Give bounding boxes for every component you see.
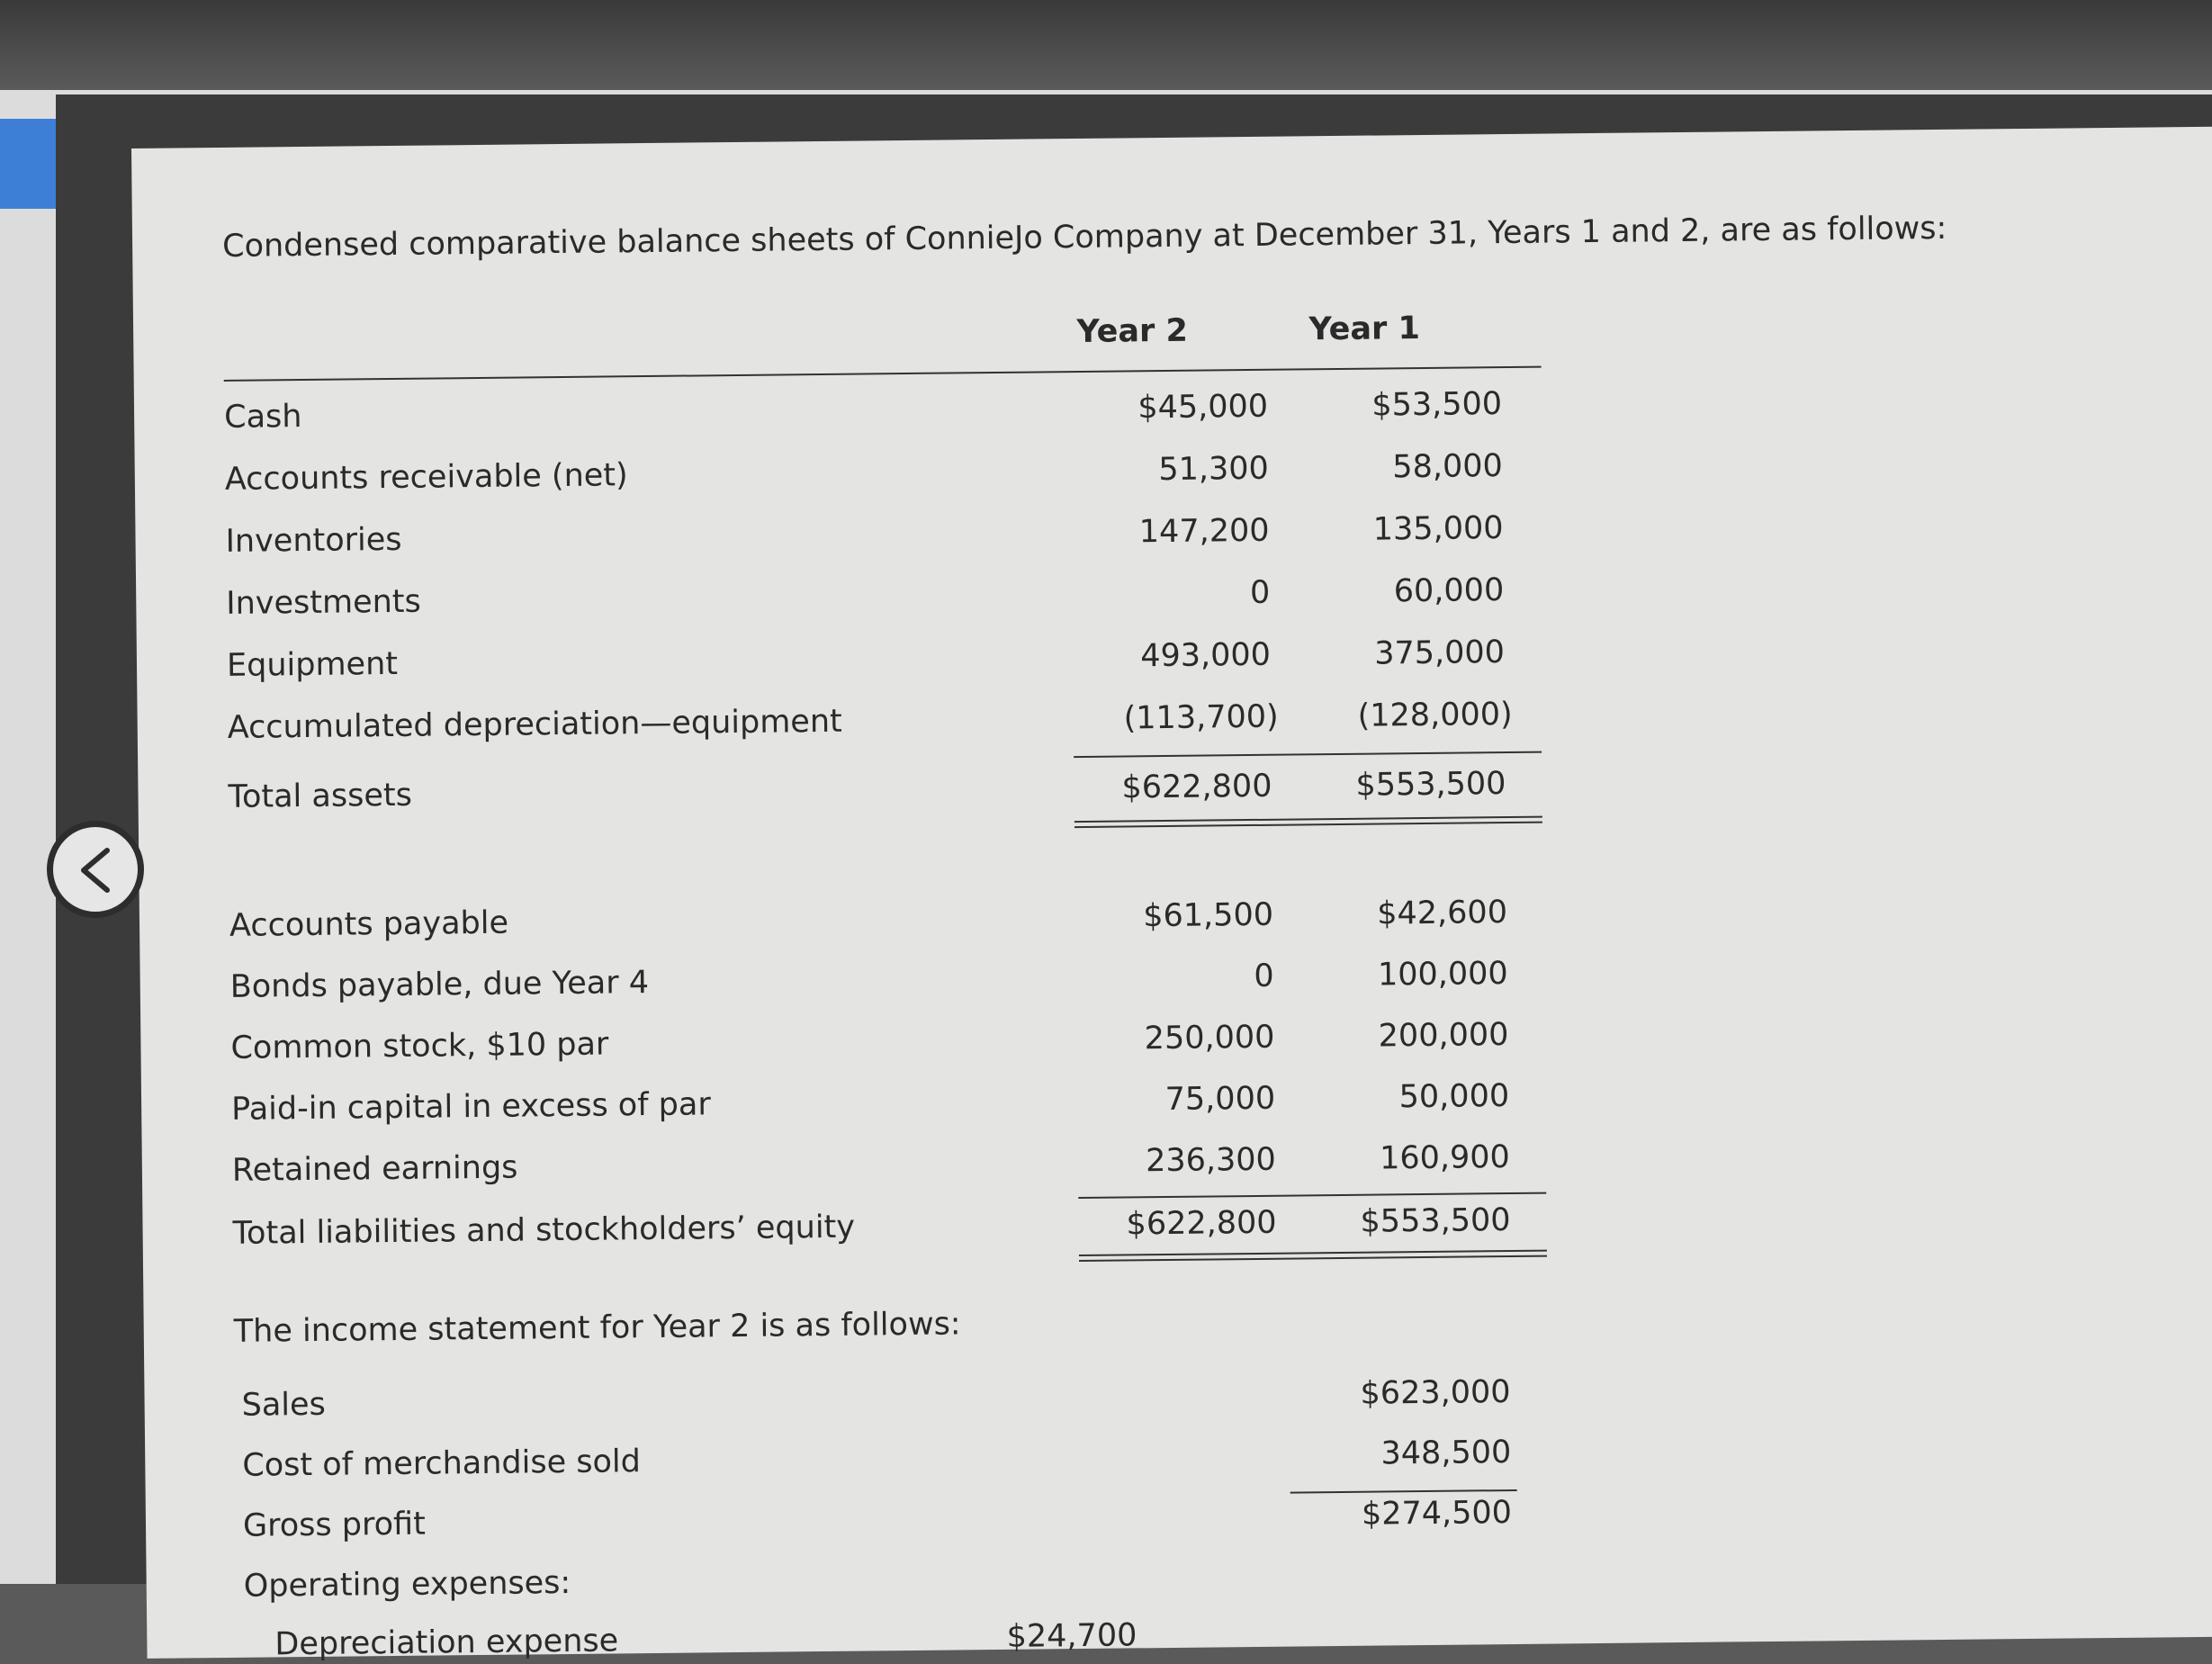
assets-total-double-rule [1075, 816, 1542, 828]
income-label-sales: Sales [241, 1386, 327, 1424]
cash-year2: $45,000 [1137, 388, 1269, 427]
accounts-receivable-year2: 51,300 [1158, 450, 1270, 489]
investments-year2: 0 [1249, 574, 1271, 612]
bonds-payable-year2: 0 [1254, 958, 1274, 994]
liabilities-subtotal-rule [1078, 1192, 1546, 1199]
accumulated-depreciation-year1: (128,000) [1357, 696, 1513, 734]
row-label-accounts-receivable: Accounts receivable (net) [224, 457, 628, 498]
liabilities-total-double-rule [1079, 1250, 1547, 1262]
bonds-payable-year1: 100,000 [1377, 956, 1508, 994]
retained-earnings-year1: 160,900 [1379, 1139, 1511, 1177]
common-stock-year1: 200,000 [1378, 1017, 1509, 1055]
income-label-gross-profit: Gross profit [242, 1506, 427, 1544]
row-label-common-stock: Common stock, $10 par [230, 1026, 609, 1066]
total-assets-year2: $622,800 [1121, 768, 1272, 806]
row-label-paid-in-capital: Paid-in capital in excess of par [230, 1086, 711, 1128]
equipment-year2: 493,000 [1140, 636, 1272, 675]
content-panel [56, 94, 2212, 1663]
assets-subtotal-rule [1074, 751, 1542, 758]
common-stock-year2: 250,000 [1144, 1019, 1275, 1057]
total-liabilities-equity-year2: $622,800 [1126, 1204, 1277, 1243]
paid-in-capital-year2: 75,000 [1164, 1080, 1276, 1119]
header-rule [224, 366, 1542, 382]
income-label-depreciation-expense: Depreciation expense [274, 1623, 619, 1663]
income-value-sales: $623,000 [1360, 1374, 1511, 1412]
inventories-year1: 135,000 [1372, 510, 1504, 548]
income-label-cost-of-merchandise: Cost of merchandise sold [242, 1444, 642, 1484]
row-label-cash: Cash [223, 399, 302, 436]
row-label-inventories: Inventories [225, 521, 402, 560]
intro-text: Condensed comparative balance sheets of ConnieJo Company at December 31, Years 1 and 2, are as follows: [221, 210, 1947, 265]
cash-year1: $53,500 [1371, 386, 1503, 424]
paid-in-capital-year1: 50,000 [1398, 1078, 1510, 1116]
chevron-left-icon [71, 845, 121, 895]
browser-top-bar [0, 0, 2212, 94]
income-value-gross-profit: $274,500 [1361, 1495, 1513, 1533]
row-label-accumulated-depreciation: Accumulated depreciation—equipment [227, 703, 842, 746]
gross-profit-rule [1290, 1489, 1517, 1494]
total-liabilities-equity-year1: $553,500 [1360, 1202, 1511, 1240]
retained-earnings-year2: 236,300 [1145, 1141, 1277, 1180]
row-label-bonds-payable: Bonds payable, due Year 4 [229, 965, 650, 1005]
row-label-accounts-payable: Accounts payable [229, 904, 509, 944]
col-header-year1: Year 1 [1308, 310, 1421, 348]
blue-side-tab[interactable] [0, 119, 61, 209]
row-label-total-assets: Total assets [228, 777, 413, 815]
accounts-payable-year1: $42,600 [1377, 895, 1508, 932]
income-label-operating-expenses: Operating expenses: [243, 1564, 571, 1605]
income-value-depreciation-expense: $24,700 [1006, 1617, 1137, 1655]
income-intro-text: The income statement for Year 2 is as follows: [233, 1306, 961, 1350]
col-header-year2: Year 2 [1076, 312, 1189, 351]
accounts-receivable-year1: 58,000 [1392, 448, 1503, 486]
investments-year1: 60,000 [1393, 572, 1505, 610]
row-label-equipment: Equipment [226, 645, 399, 684]
back-button[interactable] [47, 821, 144, 918]
equipment-year1: 375,000 [1374, 634, 1506, 672]
accumulated-depreciation-year2: (113,700) [1123, 698, 1279, 737]
row-label-retained-earnings: Retained earnings [231, 1149, 518, 1189]
total-assets-year1: $553,500 [1355, 766, 1506, 804]
problem-document [131, 126, 2212, 1663]
row-label-investments: Investments [226, 583, 421, 622]
row-label-total-liabilities-equity: Total liabilities and stockholders’ equity [232, 1209, 856, 1252]
income-value-cost-of-merchandise: 348,500 [1380, 1435, 1512, 1472]
inventories-year2: 147,200 [1138, 512, 1270, 551]
accounts-payable-year2: $61,500 [1143, 896, 1274, 935]
